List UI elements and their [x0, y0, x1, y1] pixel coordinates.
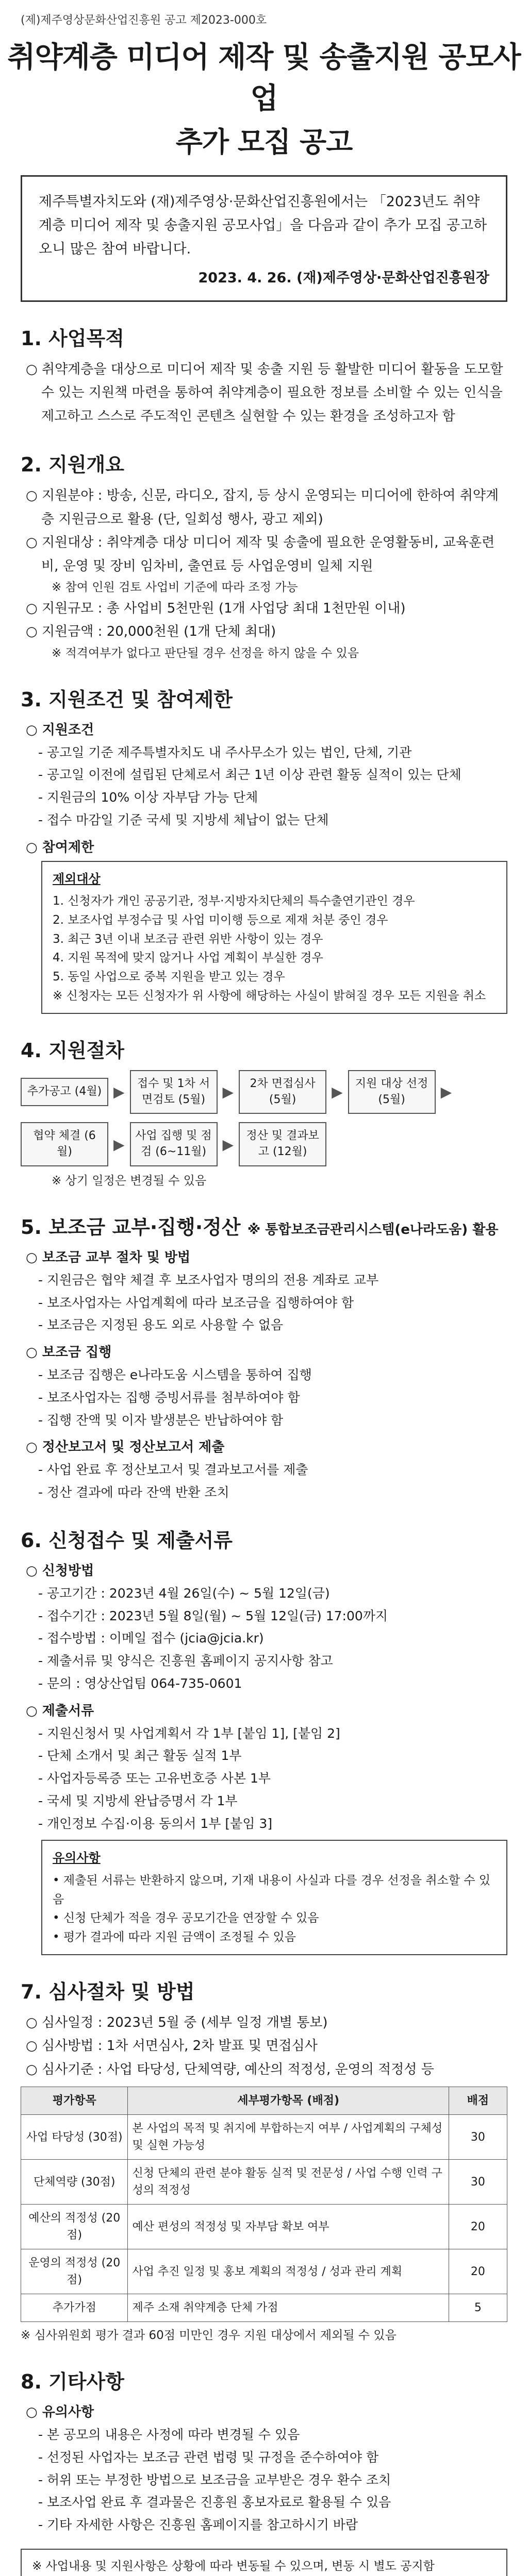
subsection-title: ○ 지원조건 [26, 722, 94, 738]
procedure-step: 2차 면접심사 (5월) [239, 1070, 326, 1114]
list-item: - 공고일 이전에 설립된 단체로서 최근 1년 이상 관련 활동 실적이 있는 단체 [38, 767, 461, 783]
list-item: - 공고기간 : 2023년 4월 26일(수) ~ 5월 12일(금) [38, 1585, 330, 1601]
page-title: 취약계층 미디어 제작 및 송출지원 공모사업 [7, 41, 521, 115]
header-note: (제)제주영상문화산업진흥원 공고 제2023-000호 [21, 14, 267, 27]
box-line: 1. 신청자가 개인 공공기관, 정부·지방자치단체의 특수출연기관인 경우 [53, 894, 415, 908]
procedure-step: 접수 및 1차 서면검토 (5월) [130, 1070, 218, 1114]
section-body: ○ 취약계층을 대상으로 미디어 제작 및 송출 지원 등 활발한 미디어 활동을 도모할 수 있는 지원책 마련을 통하여 취약계층이 필요한 정보를 소비할 수 있는 인식을 제고하고 스스로 주도적인 콘텐츠 실현할 수 있는 환경을 조성하고자 함 [26, 361, 503, 424]
box-line: 5. 동일 사업으로 중복 지원을 받고 있는 경우 [53, 970, 285, 984]
list-item: - 문의 : 영상산업팀 064-735-0601 [38, 1675, 242, 1691]
exclusion-box [41, 861, 507, 1014]
table-note: ※ 심사위원회 평가 결과 60점 미만인 경우 지원 대상에서 제외될 수 있음 [21, 2329, 397, 2343]
box-line: 3. 최근 3년 이내 보조금 관련 위반 사항이 있는 경우 [53, 932, 323, 946]
list-item: - 보조사업자는 집행 증빙서류를 첨부하여야 함 [38, 1389, 300, 1405]
list-item: - 접수기간 : 2023년 5월 8일(월) ~ 5월 12일(금) 17:00까지 [38, 1608, 388, 1623]
procedure-step: 정산 및 결과보고 (12월) [239, 1122, 326, 1166]
list-item: - 정산 결과에 따라 잔액 반환 조치 [38, 1485, 229, 1500]
section-title: 1. 사업목적 [21, 327, 124, 350]
procedure-step: 지원 대상 선정 (5월) [348, 1070, 436, 1114]
intro-box [21, 175, 507, 302]
table-row [21, 2115, 507, 2160]
final-notes-box [21, 2549, 507, 2576]
list-item: - 단체 소개서 및 최근 활동 실적 1부 [38, 1748, 242, 1764]
box-line: 2. 보조사업 부정수급 및 사업 미이행 등으로 제재 처분 중인 경우 [53, 913, 388, 927]
table-header-row [21, 2087, 507, 2115]
procedure-step: 협약 체결 (6월) [21, 1122, 108, 1166]
table-cell: 5 [449, 2294, 507, 2322]
list-item: ○ 지원대상 : 취약계층 대상 미디어 제작 및 송출에 필요한 운영활동비, 교육훈련비, 운영 및 장비 임차비, 출연료 등 사업운영비 일체 지원 [26, 535, 495, 574]
table-cell: 20 [449, 2249, 507, 2294]
list-item: - 접수 마감일 기준 국세 및 지방세 체납이 없는 단체 [38, 812, 329, 827]
arrow-right-icon: ▶ [440, 1083, 452, 1101]
note: ※ 상기 일정은 변경될 수 있음 [52, 1174, 207, 1188]
list-item: - 공고일 기준 제주특별자치도 내 주사무소가 있는 법인, 단체, 기관 [38, 744, 412, 760]
list-item: - 보조금 집행은 e나라도움 시스템을 통하여 집행 [38, 1367, 312, 1383]
section-review [21, 1976, 507, 2345]
section-title: 4. 지원절차 [21, 1039, 124, 1062]
intro-text: 제주특별자치도와 (재)제주영상·문화산업진흥원에서는 「2023년도 취약계층 미디어 제작 및 송출지원 공모사업」을 다음과 같이 추가 모집 공고하오니 많은 참여 바랍니다. [39, 194, 487, 257]
table-cell: 20 [449, 2205, 507, 2249]
section-title: 7. 심사절차 및 방법 [21, 1980, 195, 2003]
procedure-flow [21, 1070, 507, 1166]
section-title: 3. 지원조건 및 참여제한 [21, 688, 233, 711]
procedure-step: 추가공고 (4월) [21, 1078, 108, 1106]
list-item: - 기타 자세한 사항은 진흥원 홈페이지를 참고하시기 바람 [38, 2517, 358, 2533]
table-header: 배점 [449, 2087, 507, 2115]
section-title: 2. 지원개요 [21, 453, 124, 477]
table-cell: 단체역량 (30점) [21, 2160, 128, 2205]
box-note: ※ 신청자는 모든 신청자가 위 사항에 해당하는 사실이 밝혀질 경우 모든 지원을 취소 [53, 989, 486, 1003]
section-title: 5. 보조금 교부·집행·정산 ※ 통합보조금관리시스템(e나라도움) 활용 [21, 1215, 499, 1239]
list-item: ○ 지원규모 : 총 사업비 5천만원 (1개 사업당 최대 1천만원 이내) [26, 600, 406, 616]
box-line: • 제출된 서류는 반환하지 않으며, 기재 내용이 사실과 다를 경우 선정을 취소할 수 있음 [53, 1873, 491, 1906]
subsection-title: ○ 보조금 집행 [26, 1345, 112, 1361]
table-cell: 예산 편성의 적정성 및 자부담 확보 여부 [128, 2205, 449, 2249]
note: ※ 참여 인원 검토 사업비 기준에 따라 조정 가능 [52, 581, 298, 595]
list-item: - 사업자등록증 또는 고유번호증 사본 1부 [38, 1771, 271, 1786]
table-cell: 30 [449, 2115, 507, 2160]
list-item: - 사업 완료 후 정산보고서 및 결과보고서를 제출 [38, 1462, 308, 1478]
table-header: 평가항목 [21, 2087, 128, 2115]
table-cell: 사업 타당성 (30점) [21, 2115, 128, 2160]
subsection-title: ○ 참여제한 [26, 839, 94, 855]
list-item: - 지원금의 10% 이상 자부담 가능 단체 [38, 790, 258, 805]
intro-date: 2023. 4. 26. (재)제주영상·문화산업진흥원장 [198, 269, 489, 286]
list-item: - 지원금은 협약 체결 후 보조사업자 명의의 전용 계좌로 교부 [38, 1272, 379, 1287]
list-item: ○ 심사기준 : 사업 타당성, 단체역량, 예산의 적정성, 운영의 적정성 등 [26, 2061, 434, 2077]
table-cell: 운영의 적정성 (20점) [21, 2249, 128, 2294]
notice-box [41, 1840, 507, 1955]
table-row [21, 2294, 507, 2322]
box-line: • 신청 단체가 적을 경우 공모기간을 연장할 수 있음 [53, 1911, 319, 1925]
table-cell: 예산의 적정성 (20점) [21, 2205, 128, 2249]
subsection-title: ○ 제출서류 [26, 1703, 94, 1719]
list-item: - 집행 잔액 및 이자 발생분은 반납하여야 함 [38, 1412, 284, 1428]
section-title: 6. 신청접수 및 제출서류 [21, 1529, 233, 1552]
table-cell: 추가가점 [21, 2294, 128, 2322]
subsection-title: ○ 유의사항 [26, 2404, 94, 2420]
list-item: - 개인정보 수집·이용 동의서 1부 [붙임 3] [38, 1816, 273, 1831]
box-title: 제외대상 [53, 871, 101, 886]
list-item: - 지원신청서 및 사업계획서 각 1부 [붙임 1], [붙임 2] [38, 1725, 340, 1741]
section-procedure [21, 1035, 507, 1191]
section-conditions [21, 684, 507, 1014]
list-item: - 본 공모의 내용은 사정에 따라 변경될 수 있음 [38, 2427, 300, 2443]
section-purpose [21, 323, 507, 429]
page-subtitle: 추가 모집 공고 [175, 126, 353, 158]
arrow-right-icon: ▶ [222, 1136, 234, 1153]
table-cell: 사업 추진 일정 및 홍보 계획의 적정성 / 성과 관리 계획 [128, 2249, 449, 2294]
table-cell: 본 사업의 목적 및 취지에 부합하는지 여부 / 사업계획의 구체성 및 실현 가능성 [128, 2115, 449, 2160]
arrow-right-icon: ▶ [113, 1083, 125, 1101]
table-cell: 30 [449, 2160, 507, 2205]
list-item: - 보조사업 완료 후 결과물은 진흥원 홍보자료로 활용될 수 있음 [38, 2495, 391, 2510]
section-application [21, 1524, 507, 1955]
subsection-title: ○ 정산보고서 및 정산보고서 제출 [26, 1439, 225, 1455]
table-header: 세부평가항목 (배점) [128, 2087, 449, 2115]
procedure-step: 사업 집행 및 점검 (6~11월) [130, 1122, 218, 1166]
evaluation-table [21, 2087, 507, 2322]
table-cell: 제주 소재 취약계층 단체 가점 [128, 2294, 449, 2322]
list-item: - 허위 또는 부정한 방법으로 보조금을 교부받은 경우 환수 조치 [38, 2472, 391, 2487]
table-row [21, 2249, 507, 2294]
box-line: 4. 지원 목적에 맞지 않거나 사업 계획이 부실한 경우 [53, 951, 323, 965]
arrow-right-icon: ▶ [113, 1136, 125, 1153]
list-item: ○ 지원분야 : 방송, 신문, 라디오, 잡지, 등 상시 운영되는 미디어에 한하여 취약계층 지원금으로 활용 (단, 일회성 행사, 광고 제외) [26, 488, 499, 527]
list-item: - 접수방법 : 이메일 접수 (jcia@jcia.kr) [38, 1631, 264, 1646]
table-row [21, 2160, 507, 2205]
section-title: 8. 기타사항 [21, 2370, 124, 2394]
table-row [21, 2205, 507, 2249]
list-item: - 보조사업자는 사업계획에 따라 보조금을 집행하여야 함 [38, 1295, 354, 1310]
list-item: - 국세 및 지방세 완납증명서 각 1부 [38, 1793, 238, 1808]
list-item: - 선정된 사업자는 보조금 관련 법령 및 규정을 준수하여야 함 [38, 2449, 379, 2465]
list-item: ○ 심사방법 : 1차 서면심사, 2차 발표 및 면접심사 [26, 2038, 318, 2054]
section-misc [21, 2366, 507, 2576]
arrow-right-icon: ▶ [222, 1083, 234, 1101]
section-overview [21, 449, 507, 663]
note: ※ 적격여부가 없다고 판단될 경우 선정을 하지 않을 수 있음 [52, 646, 359, 660]
subsection-title: ○ 신청방법 [26, 1563, 94, 1579]
section-subsidy [21, 1211, 507, 1504]
table-cell: 신청 단체의 관련 분야 활동 실적 및 전문성 / 사업 수행 인력 구성의 적정성 [128, 2160, 449, 2205]
list-item: ○ 지원금액 : 20,000천원 (1개 단체 최대) [26, 624, 276, 640]
list-item: - 제출서류 및 양식은 진흥원 홈페이지 공지사항 참고 [38, 1653, 333, 1669]
box-line: • 평가 결과에 따라 지원 금액이 조정될 수 있음 [53, 1930, 296, 1944]
subsection-title: ○ 보조금 교부 절차 및 방법 [26, 1249, 191, 1265]
list-item: - 보조금은 지정된 용도 외로 사용할 수 없음 [38, 1317, 284, 1333]
final-note: ※ 사업내용 및 지원사항은 상황에 따라 변동될 수 있으며, 변동 시 별도 공지함 [32, 2559, 435, 2573]
list-item: ○ 심사일정 : 2023년 5월 중 (세부 일정 개별 통보) [26, 2014, 328, 2030]
arrow-right-icon: ▶ [332, 1083, 343, 1101]
box-title: 유의사항 [53, 1851, 101, 1866]
